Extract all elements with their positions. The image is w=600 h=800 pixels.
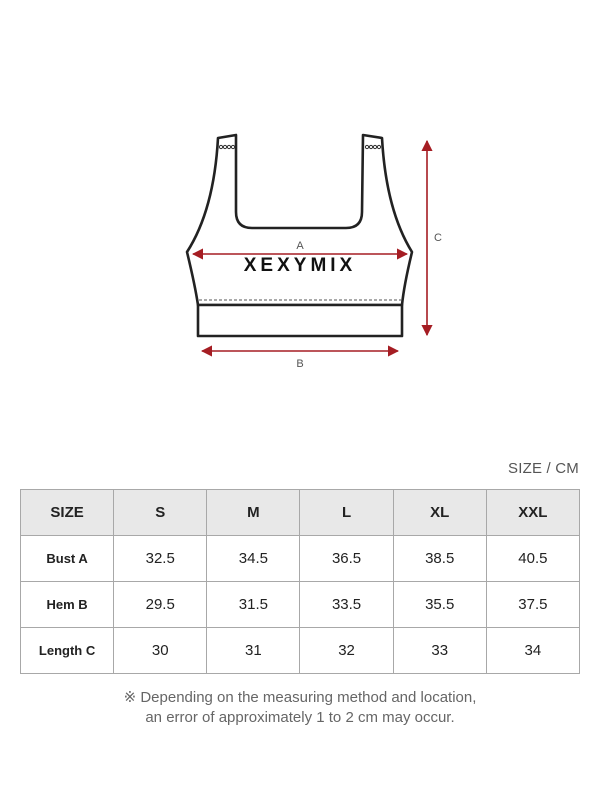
header-size-xxl: XXL [486, 490, 579, 536]
table-cell: 35.5 [393, 582, 486, 628]
header-size-xl: XL [393, 490, 486, 536]
header-size-label: SIZE [21, 490, 114, 536]
table-cell: 34.5 [207, 536, 300, 582]
measure-a-label: A [296, 240, 304, 252]
table-cell: 36.5 [300, 536, 393, 582]
table-cell: 30 [114, 628, 207, 674]
measure-b-label: B [296, 358, 304, 370]
measure-c-label: C [434, 232, 442, 244]
brand-logo: XEXYMIX [243, 255, 357, 276]
table-cell: 34 [486, 628, 579, 674]
table-cell: 31 [207, 628, 300, 674]
table-cell: 33.5 [300, 582, 393, 628]
table-cell: 40.5 [486, 536, 579, 582]
bra-top-outline [187, 135, 412, 305]
size-table [20, 489, 580, 674]
table-header-row [21, 490, 580, 536]
note-line-2: an error of approximately 1 to 2 cm may occur. [145, 709, 455, 726]
measurement-note [0, 688, 600, 728]
table-row [21, 582, 580, 628]
table-cell: 38.5 [393, 536, 486, 582]
header-size-s: S [114, 490, 207, 536]
table-cell: 32.5 [114, 536, 207, 582]
unit-label: SIZE / CM [508, 460, 579, 477]
header-size-l: L [300, 490, 393, 536]
row-label: Bust A [21, 536, 114, 582]
row-label: Hem B [21, 582, 114, 628]
table-cell: 32 [300, 628, 393, 674]
note-line-1: ※ Depending on the measuring method and location, [123, 689, 477, 706]
table-cell: 31.5 [207, 582, 300, 628]
header-size-m: M [207, 490, 300, 536]
hem-band [198, 305, 402, 336]
table-row [21, 628, 580, 674]
table-cell: 29.5 [114, 582, 207, 628]
table-cell: 33 [393, 628, 486, 674]
table-row [21, 536, 580, 582]
row-label: Length C [21, 628, 114, 674]
table-cell: 37.5 [486, 582, 579, 628]
